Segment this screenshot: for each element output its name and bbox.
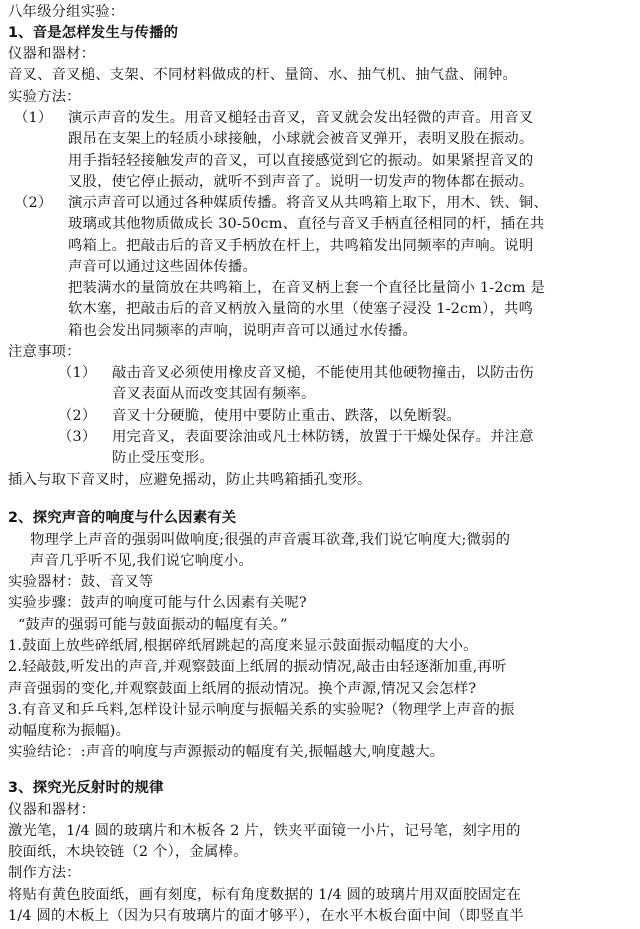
- s1-note-3-number: （3）: [58, 428, 97, 445]
- s1-method-1-line: 跟吊在支架上的轻质小球接触，小球就会被音叉弹开，表明叉股在振动。: [68, 131, 534, 148]
- s2-paragraph-line: 声音几乎听不见,我们说它响度小。: [30, 552, 253, 569]
- s1-method-1-line: 叉股，使它停止振动，就听不到声音了。说明一切发声的物体都在振动。: [68, 173, 534, 190]
- s3-equip-line: 胶面纸，木块铰链（2 个），金属棒。: [8, 844, 248, 861]
- s2-step-2-line: 声音强弱的变化,并观察鼓面上纸屑的振动情况。换个声源,情况又会怎样?: [8, 680, 477, 697]
- s3-method-heading: 制作方法：: [8, 865, 81, 882]
- s1-note-1-line: 音叉表面从而改变其固有频率。: [112, 386, 316, 403]
- s1-note-3-line: 用完音叉，表面要涂油或凡士林防锈，放置于干燥处保存。并注意: [112, 428, 534, 445]
- s1-equip-list: 音叉、音叉槌、支架、不同材料做成的杆、量筒、水、抽气机、抽气盘、闹钟。: [8, 67, 518, 84]
- s1-note-1-line: 敲击音叉必须使用橡皮音叉槌，不能使用其他硬物撞击，以防击伤: [112, 365, 534, 382]
- s1-method-2-line: 演示声音可以通过各种媒质传播。将音叉从共鸣箱上取下，用木、铁、铜、: [68, 195, 548, 212]
- s3-method-line: 将贴有黄色胶面纸，画有刻度，标有角度数据的 1/4 圆的玻璃片用双面胶固定在: [8, 886, 522, 903]
- s2-step-3-line: 动幅度称为振幅)。: [8, 723, 131, 740]
- s1-notes-heading: 注意事项：: [8, 343, 81, 360]
- section-1-title: 1、音是怎样发生与传播的: [8, 24, 179, 41]
- s2-steps: 实验步骤：鼓声的响度可能与什么因素有关呢?: [8, 595, 307, 612]
- s3-method-line: 1/4 圆的木板上（因为只有玻璃片的面才够平），在水平木板台面中间（即竖直半: [8, 908, 524, 924]
- s1-method-2-number: （2）: [14, 195, 53, 212]
- s1-method-1-line: 用手指轻轻接触发声的音叉，可以直接感觉到它的振动。如果紧捏音叉的: [68, 152, 534, 169]
- s1-note-3-line: 防止受压变形。: [112, 450, 214, 467]
- s1-method-2-line: 把装满水的量筒放在共鸣箱上，在音叉柄上套一个直径比量筒小 1-2cm 是: [68, 280, 546, 297]
- s1-equip-heading: 仪器和器材：: [8, 46, 96, 63]
- s1-method-2-line: 鸣箱上。把敲击后的音叉手柄放在杆上，共鸣箱发出同频率的声响。说明: [68, 237, 534, 254]
- s2-conclusion: 实验结论：:声音的响度与声源振动的幅度有关,振幅越大,响度越大。: [8, 744, 445, 761]
- s1-method-1-line: 演示声音的发生。用音叉槌轻击音叉，音叉就会发出轻微的声音。用音叉: [68, 109, 534, 126]
- s2-hypothesis-quote: “鼓声的强弱可能与鼓面振动的幅度有关。”: [18, 616, 288, 633]
- s2-paragraph-line: 物理学上声音的强弱叫做响度;很强的声音震耳欲聋,我们说它响度大;微弱的: [30, 531, 511, 548]
- s3-equip-line: 激光笔，1/4 圆的玻璃片和木板各 2 片，铁夹平面镜一小片，记号笔，刻字用的: [8, 822, 521, 839]
- s2-step-3-line: 3.有音叉和乒乓料,怎样设计显示响度与振幅关系的实验呢?（物理学上声音的振: [8, 701, 515, 718]
- s1-method-heading: 实验方法：: [8, 88, 81, 105]
- s1-note-2-line: 音叉十分硬脆，使用中要防止重击、跌落，以免断裂。: [112, 407, 462, 424]
- intro-heading: 八年级分组实验：: [8, 3, 125, 20]
- section-3-title: 3、探究光反射时的规律: [8, 780, 164, 797]
- s1-note-2-number: （2）: [58, 407, 97, 424]
- s3-equip-heading: 仪器和器材：: [8, 801, 96, 818]
- s1-method-2-line: 软木塞，把敲击后的音叉柄放入量筒的水里（使塞子浸没 1-2cm），共鸣: [68, 301, 534, 318]
- s1-method-2-line: 箱也会发出同频率的声响，说明声音可以通过水传播。: [68, 322, 418, 339]
- s2-step-2-line: 2.轻敲鼓,听发出的声音,并观察鼓面上纸屑的振动情况,敲击由轻逐渐加重,再听: [8, 659, 507, 676]
- s1-final-note: 插入与取下音叉时，应避免摇动，防止共鸣箱插孔变形。: [8, 471, 372, 488]
- s2-step-1: 1.鼓面上放些碎纸屑,根据碎纸屑跳起的高度来显示鼓面振动幅度的大小。: [8, 637, 478, 654]
- s1-method-2-line: 玻璃或其他物质做成长 30-50cm、直径与音叉手柄直径相同的杆，插在共: [68, 216, 545, 233]
- s1-method-2-line: 声音可以通过这些固体传播。: [68, 258, 258, 275]
- section-2-title: 2、探究声音的响度与什么因素有关: [8, 510, 237, 527]
- s1-note-1-number: （1）: [58, 365, 97, 382]
- s2-equipment: 实验器材：鼓、音叉等: [8, 574, 154, 591]
- s1-method-1-number: （1）: [14, 109, 53, 126]
